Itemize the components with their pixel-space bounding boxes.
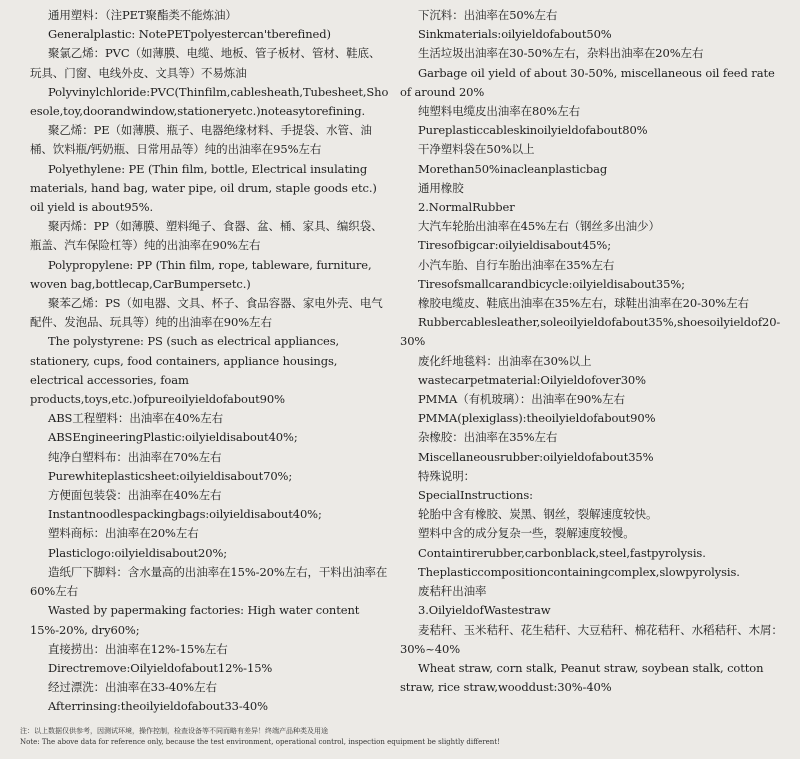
paragraph: 聚苯乙烯：PS（如电器、文具、杯子、食品容器、家电外壳、电气配件、发泡品、玩具等）纯的出油率在90%左右: [30, 296, 383, 330]
paragraph: Pureplasticcableskinoilyieldofabout80%: [418, 123, 648, 138]
paragraph: 通用塑料：（注PET聚酯类不能炼油）: [48, 8, 237, 22]
paragraph: 特殊说明：: [418, 468, 475, 483]
footnote-english: Note: The above data for reference only, because the test environment, operational control, inspection equipment be slightly different!: [20, 738, 500, 746]
paragraph: Garbage oil yield of about 30-50%, miscellaneous oil feed rate of around 20%: [400, 65, 775, 99]
paragraph: PMMA（有机玻璃）：出油率在90%左右: [418, 392, 625, 407]
paragraph: 经过漂洗：出油率在33-40%左右: [48, 680, 217, 695]
paragraph: 生活垃圾出油率在30-50%左右，杂料出油率在20%左右: [418, 46, 704, 61]
paragraph: Wheat straw, corn stalk, Peanut straw, soybean stalk, cotton straw, rice straw,wooddust:30%-40%: [400, 660, 764, 695]
paragraph: 下沉料：出油率在50%左右: [418, 8, 558, 22]
paragraph: Rubbercablesleather,soleoilyieldofabout35%,shoesoilyieldof20-30%: [400, 315, 781, 349]
paragraph: 聚丙烯：PP（如薄膜、塑料绳子、食器、盆、桶、家具、编织袋、瓶盖、汽车保险杠等）纯的出油率在90%左右: [30, 219, 383, 253]
paragraph: Wasted by papermaking factories: High water content 15%-20%, dry60%;: [30, 603, 360, 637]
paragraph: 方便面包装袋：出油率在40%左右: [48, 488, 222, 503]
paragraph: The polystyrene: PS (such as electrical appliances, stationery, cups, food containers, appliance housings, electrical accessories, foam products,toys,etc.)ofpureoilyieldofabout90%: [30, 334, 340, 407]
paragraph: 聚乙烯：PE（如薄膜、瓶子、电器绝缘材料、手提袋、水管、油桶、饮料瓶/钙奶瓶、日常用品等）纯的出油率在95%左右: [30, 123, 372, 157]
paragraph: Directremove:Oilyieldofabout12%-15%: [48, 660, 273, 675]
paragraph: Tiresofsmallcarandbicycle:oilyieldisabout35%;: [418, 276, 685, 291]
paragraph: Sinkmaterials:oilyieldofabout50%: [418, 27, 612, 42]
paragraph: 干净塑料袋在50%以上: [418, 142, 535, 157]
paragraph: 橡胶电缆皮、鞋底出油率在35%左右，球鞋出油率在20-30%左右: [418, 296, 749, 311]
paragraph: 轮胎中含有橡胶、炭黑、钢丝，裂解速度较快。: [418, 507, 658, 522]
paragraph: Containtirerubber,carbonblack,steel,fastpyrolysis.: [418, 545, 706, 560]
paragraph: 麦秸秆、玉米秸秆、花生秸秆、大豆秸秆、棉花秸秆、水稻秸秆、木屑：30%~40%: [400, 622, 783, 656]
paragraph: 3.OilyieldofWastestraw: [418, 603, 551, 618]
paragraph: 纯塑料电缆皮出油率在80%左右: [418, 104, 581, 119]
paragraph: Purewhiteplasticsheet:oilyieldisabout70%;: [48, 468, 293, 483]
paragraph: Polypropylene: PP (Thin film, rope, tableware, furniture, woven bag,bottlecap,CarBumpersetc.): [30, 257, 372, 291]
paragraph: Theplasticcompositioncontainingcomplex,slowpyrolysis.: [418, 564, 740, 579]
footnotes: [20, 726, 780, 748]
paragraph: Morethan50%inacleanplasticbag: [418, 161, 608, 176]
paragraph: PMMA(plexiglass):theoilyieldofabout90%: [418, 411, 656, 426]
paragraph: 大汽车轮胎出油率在45%左右（钢丝多出油少）: [418, 219, 660, 234]
paragraph: 小汽车胎、自行车胎出油率在35%左右: [418, 257, 615, 272]
paragraph: Instantnoodlespackingbags:oilyieldisabout40%;: [48, 507, 322, 522]
paragraph: ABSEngineeringPlastic:oilyieldisabout40%;: [48, 430, 298, 445]
left-column: [30, 6, 390, 717]
paragraph: Plasticlogo:oilyieldisabout20%;: [48, 545, 228, 560]
paragraph: 纯净白塑料布：出油率在70%左右: [48, 449, 222, 464]
paragraph: 直接捞出：出油率在12%-15%左右: [48, 641, 228, 656]
paragraph: 通用橡胶: [418, 180, 464, 195]
paragraph: 塑料商标：出油率在20%左右: [48, 526, 199, 541]
paragraph: Polyvinylchloride:PVC(Thinfilm,cablesheath,Tubesheet,Shoesole,toy,doorandwindow,stationeryetc.)noteasytorefining.: [30, 84, 389, 119]
paragraph: Polyethylene: PE (Thin film, bottle, Electrical insulating materials, hand bag, water pipe, oil drum, staple goods etc.) oil yield is about95%.: [30, 161, 377, 215]
paragraph: wastecarpetmaterial:Oilyieldofover30%: [418, 372, 646, 387]
paragraph: ABS工程塑料：出油率在40%左右: [48, 411, 223, 426]
paragraph: 杂橡胶：出油率在35%左右: [418, 430, 558, 445]
footnote-chinese: 注：以上数据仅供参考，因测试环境，操作控制，检查设备等不同而略有差异！终端产品种类及用途: [20, 727, 328, 735]
right-column: [400, 6, 786, 697]
paragraph: 聚氯乙烯：PVC（如薄膜、电缆、地板、管子板材、管材、鞋底、玩具、门窗、电线外皮、文具等）不易炼油: [30, 46, 381, 80]
paragraph: Miscellaneousrubber:oilyieldofabout35%: [418, 449, 654, 464]
paragraph: SpecialInstructions:: [418, 488, 533, 503]
paragraph: 塑料中含的成分复杂一些，裂解速度较慢。: [418, 526, 635, 541]
paragraph: 2.NormalRubber: [418, 200, 515, 215]
paragraph: Generalplastic: NotePETpolyestercan'tberefined): [48, 27, 331, 42]
paragraph: 造纸厂下脚料：含水量高的出油率在15%-20%左右，干料出油率在60%左右: [30, 564, 388, 599]
paragraph: 废化纤地毯料：出油率在30%以上: [418, 353, 592, 368]
paragraph: Afterrinsing:theoilyieldofabout33-40%: [48, 699, 268, 714]
paragraph: 废秸秆出油率: [418, 584, 487, 599]
paragraph: Tiresofbigcar:oilyieldisabout45%;: [418, 238, 611, 253]
